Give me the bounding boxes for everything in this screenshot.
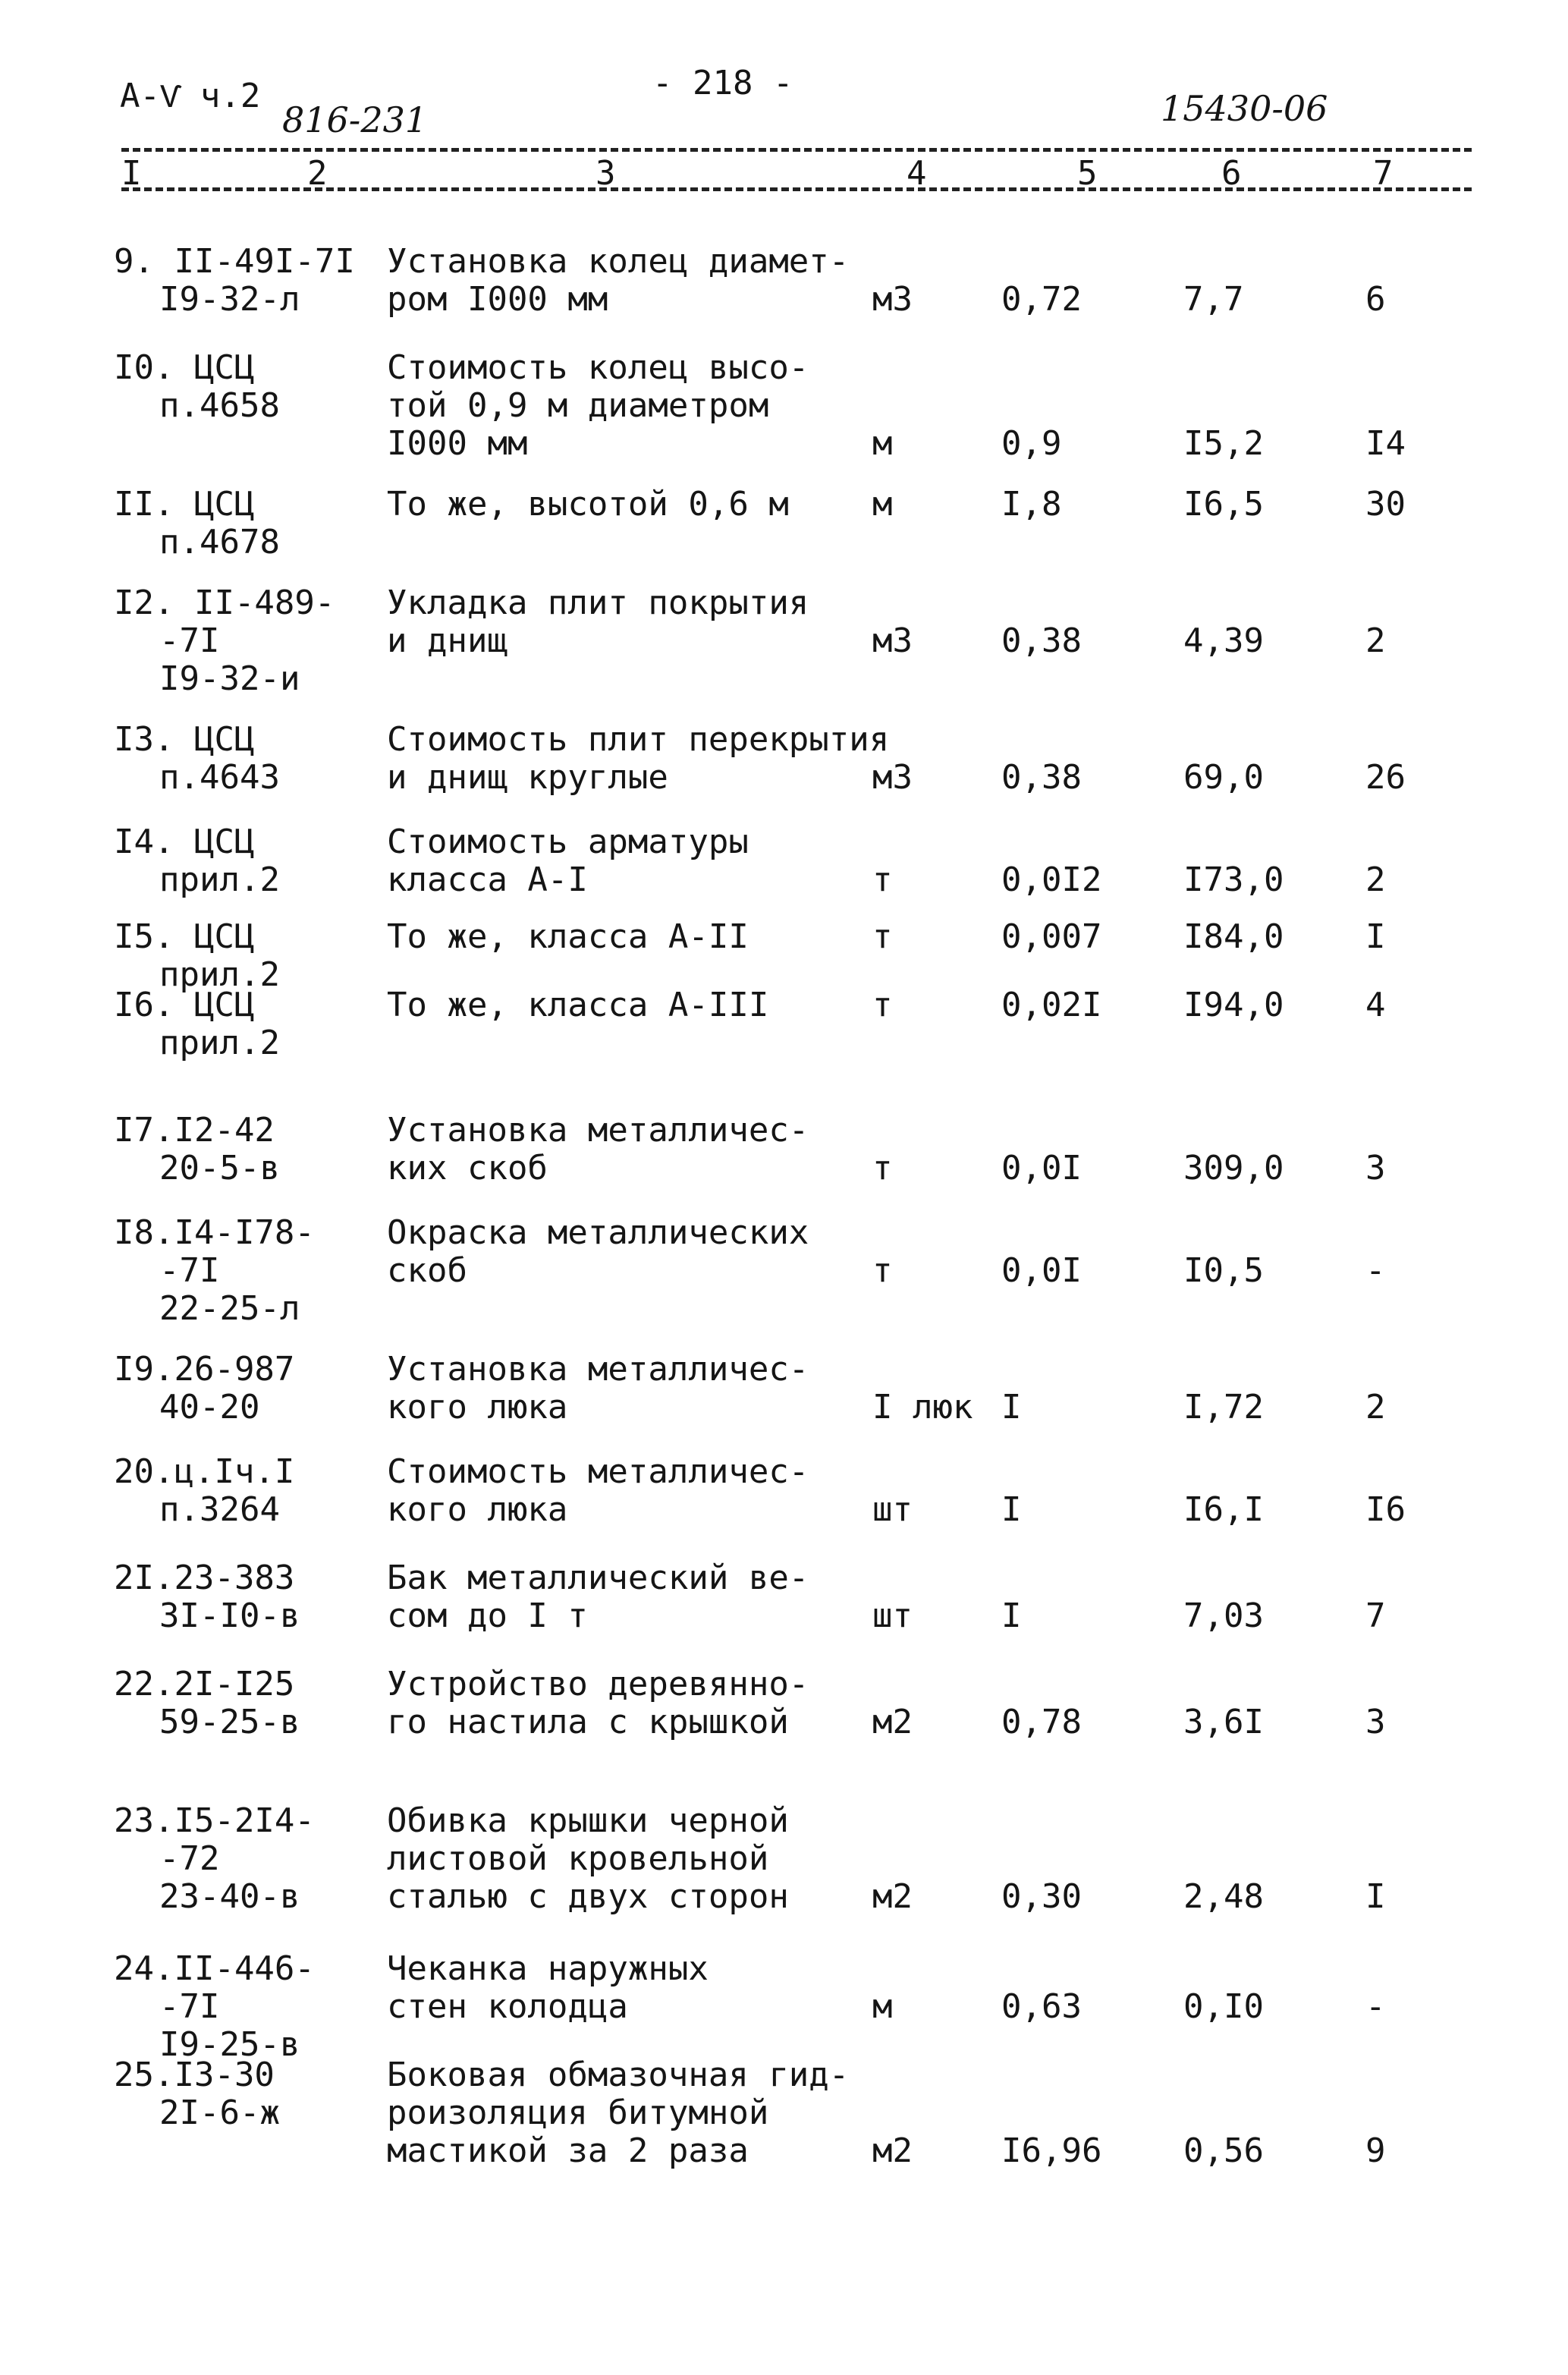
item-unit: м3 bbox=[872, 621, 913, 660]
item-description bbox=[387, 349, 809, 463]
item-code-line: прил.2 bbox=[159, 955, 280, 994]
item-code-line: 24.II-446- bbox=[114, 1949, 315, 1988]
item-unit: м bbox=[872, 424, 893, 463]
item-code-line: I5. ЦСЦ bbox=[114, 917, 255, 956]
item-total: 2 bbox=[1365, 860, 1386, 899]
item-code-line: 25.I3-30 bbox=[114, 2056, 275, 2094]
item-code-line: -7I bbox=[159, 1251, 220, 1290]
item-code-line: п.4643 bbox=[159, 758, 280, 797]
item-code-line: 2I-6-ж bbox=[159, 2093, 280, 2132]
item-unit-price: I0,5 bbox=[1183, 1251, 1264, 1290]
item-description-line: скоб bbox=[387, 1251, 467, 1290]
item-quantity: 0,007 bbox=[1001, 917, 1102, 956]
column-number-5: 5 bbox=[1077, 154, 1098, 193]
item-description-line: Бак металлический ве- bbox=[387, 1559, 809, 1597]
item-code-line: 2I.23-383 bbox=[114, 1559, 295, 1597]
item-code bbox=[114, 1666, 300, 1741]
item-code bbox=[114, 243, 355, 319]
item-code bbox=[114, 1950, 315, 2064]
item-code bbox=[114, 2056, 280, 2132]
column-number-3: 3 bbox=[595, 154, 616, 193]
item-total: 2 bbox=[1365, 1388, 1386, 1427]
item-code-line: 22-25-л bbox=[159, 1289, 300, 1328]
item-quantity: I bbox=[1001, 1490, 1022, 1529]
item-unit-price: I94,0 bbox=[1183, 986, 1284, 1024]
item-description-line: Стоимость плит перекрытия bbox=[387, 720, 890, 759]
item-total: I bbox=[1365, 1877, 1386, 1916]
column-number-2: 2 bbox=[307, 154, 328, 193]
column-number-rule bbox=[121, 148, 1472, 152]
column-number-6: 6 bbox=[1221, 154, 1242, 193]
item-quantity: 0,0I bbox=[1001, 1251, 1082, 1290]
item-total: 4 bbox=[1365, 986, 1386, 1024]
item-description-line: мастикой за 2 раза bbox=[387, 2131, 749, 2170]
item-code-line: I2. II-489- bbox=[114, 584, 335, 622]
item-unit: шт bbox=[872, 1596, 913, 1635]
item-description-line: кого люка bbox=[387, 1388, 568, 1427]
item-quantity: 0,63 bbox=[1001, 1987, 1082, 2026]
item-description bbox=[387, 1214, 809, 1290]
item-description-line: кого люка bbox=[387, 1490, 568, 1529]
item-quantity: I6,96 bbox=[1001, 2131, 1102, 2170]
document-code: А-Ѵ ч.2 bbox=[120, 77, 261, 115]
project-number: 15430-06 bbox=[1161, 88, 1328, 129]
item-code bbox=[114, 1112, 280, 1188]
item-code bbox=[114, 986, 280, 1062]
item-description-line: Устройство деревянно- bbox=[387, 1665, 809, 1703]
item-quantity: 0,30 bbox=[1001, 1877, 1082, 1916]
item-total: 3 bbox=[1365, 1703, 1386, 1741]
item-unit-price: I6,5 bbox=[1183, 485, 1264, 524]
item-description bbox=[387, 2056, 849, 2170]
item-code bbox=[114, 584, 335, 698]
item-code-line: п.4658 bbox=[159, 386, 280, 425]
item-code-line: I8.I4-I78- bbox=[114, 1213, 315, 1252]
item-total: 9 bbox=[1365, 2131, 1386, 2170]
item-total: I bbox=[1365, 917, 1386, 956]
item-code bbox=[114, 486, 280, 562]
item-description-line: класса А-I bbox=[387, 860, 588, 899]
item-code-line: прил.2 bbox=[159, 1024, 280, 1062]
item-unit: м3 bbox=[872, 280, 913, 319]
item-total: 3 bbox=[1365, 1149, 1386, 1188]
item-total: - bbox=[1365, 1251, 1386, 1290]
item-code-line: -7I bbox=[159, 1987, 220, 2026]
item-unit-price: 4,39 bbox=[1183, 621, 1264, 660]
item-quantity: 0,0I bbox=[1001, 1149, 1082, 1188]
item-description bbox=[387, 1112, 809, 1188]
page-number: - 218 - bbox=[652, 64, 793, 102]
item-unit-price: 69,0 bbox=[1183, 758, 1264, 797]
item-code-line: I0. ЦСЦ bbox=[114, 348, 255, 387]
column-number-7: 7 bbox=[1373, 154, 1394, 193]
item-unit-price: I5,2 bbox=[1183, 424, 1264, 463]
item-description-line: Стоимость арматуры bbox=[387, 823, 749, 861]
item-code-line: 3I-I0-в bbox=[159, 1596, 300, 1635]
item-code-line: п.3264 bbox=[159, 1490, 280, 1529]
item-unit-price: I73,0 bbox=[1183, 860, 1284, 899]
item-description-line: Установка колец диамет- bbox=[387, 242, 850, 281]
item-description-line: листовой кровельной bbox=[387, 1839, 769, 1878]
item-code bbox=[114, 918, 280, 994]
item-unit: м2 bbox=[872, 1703, 913, 1741]
item-code-line: I9-32-л bbox=[159, 280, 300, 319]
item-quantity: 0,72 bbox=[1001, 280, 1082, 319]
item-total: 7 bbox=[1365, 1596, 1386, 1635]
item-description-line: стен колодца bbox=[387, 1987, 628, 2026]
item-unit-price: 3,6I bbox=[1183, 1703, 1264, 1741]
item-description bbox=[387, 1802, 789, 1916]
item-code bbox=[114, 1214, 315, 1328]
item-description bbox=[387, 1559, 809, 1635]
item-description bbox=[387, 823, 749, 899]
item-unit-price: I84,0 bbox=[1183, 917, 1284, 956]
item-unit-price: 0,I0 bbox=[1183, 1987, 1264, 2026]
item-total: 6 bbox=[1365, 280, 1386, 319]
item-description-line: Стоимость металличес- bbox=[387, 1452, 809, 1491]
item-code-line: I3. ЦСЦ bbox=[114, 720, 255, 759]
item-unit: м2 bbox=[872, 2131, 913, 2170]
item-description bbox=[387, 1351, 809, 1427]
item-unit: м bbox=[872, 1987, 893, 2026]
item-unit: м bbox=[872, 485, 893, 524]
item-code-line: прил.2 bbox=[159, 860, 280, 899]
item-quantity: 0,0I2 bbox=[1001, 860, 1102, 899]
item-unit-price: 7,03 bbox=[1183, 1596, 1264, 1635]
item-code-line: I4. ЦСЦ bbox=[114, 823, 255, 861]
item-quantity: 0,38 bbox=[1001, 758, 1082, 797]
item-code-line: I9-32-и bbox=[159, 659, 300, 698]
item-unit-price: I,72 bbox=[1183, 1388, 1264, 1427]
item-description bbox=[387, 1950, 709, 2026]
item-code bbox=[114, 1559, 300, 1635]
column-number-4: 4 bbox=[907, 154, 927, 193]
item-description-line: Боковая обмазочная гид- bbox=[387, 2056, 850, 2094]
item-unit: т bbox=[872, 917, 893, 956]
item-unit: т bbox=[872, 860, 893, 899]
item-unit: т bbox=[872, 1251, 893, 1290]
item-unit: м2 bbox=[872, 1877, 913, 1916]
item-unit: м3 bbox=[872, 758, 913, 797]
item-description-line: То же, класса А-II bbox=[387, 917, 749, 956]
item-quantity: 0,02I bbox=[1001, 986, 1102, 1024]
item-total: 26 bbox=[1365, 758, 1406, 797]
item-description-line: Обивка крышки черной bbox=[387, 1801, 789, 1840]
item-code-line: I9-25-в bbox=[159, 2025, 300, 2064]
item-description-line: Окраска металлических bbox=[387, 1213, 809, 1252]
item-description bbox=[387, 1666, 809, 1741]
item-code bbox=[114, 1802, 315, 1916]
item-description-line: То же, высотой 0,6 м bbox=[387, 485, 789, 524]
item-description-line: той 0,9 м диаметром bbox=[387, 386, 769, 425]
item-code-line: 23.I5-2I4- bbox=[114, 1801, 315, 1840]
item-description bbox=[387, 486, 789, 524]
handwritten-reference: 816-231 bbox=[282, 99, 428, 140]
item-description bbox=[387, 721, 889, 797]
item-code-line: 20.ц.Iч.I bbox=[114, 1452, 295, 1491]
item-total: - bbox=[1365, 1987, 1386, 2026]
item-total: I4 bbox=[1365, 424, 1406, 463]
item-description bbox=[387, 584, 809, 660]
item-code bbox=[114, 349, 280, 425]
item-description-line: роизоляция битумной bbox=[387, 2093, 769, 2132]
item-description-line: ром I000 мм bbox=[387, 280, 608, 319]
item-unit-price: I6,I bbox=[1183, 1490, 1264, 1529]
item-unit: I люк bbox=[872, 1388, 973, 1427]
item-description-line: I000 мм bbox=[387, 424, 528, 463]
item-code-line: -72 bbox=[159, 1839, 220, 1878]
item-description-line: То же, класса А-III bbox=[387, 986, 769, 1024]
item-unit-price: 7,7 bbox=[1183, 280, 1244, 319]
item-description-line: Установка металличес- bbox=[387, 1350, 809, 1389]
item-unit-price: 2,48 bbox=[1183, 1877, 1264, 1916]
item-quantity: I bbox=[1001, 1596, 1022, 1635]
item-code-line: 20-5-в bbox=[159, 1149, 280, 1188]
item-code-line: II. ЦСЦ bbox=[114, 485, 255, 524]
item-code-line: 22.2I-I25 bbox=[114, 1665, 295, 1703]
item-quantity: 0,9 bbox=[1001, 424, 1062, 463]
item-code bbox=[114, 1453, 294, 1529]
item-code bbox=[114, 823, 280, 899]
item-description-line: Стоимость колец высо- bbox=[387, 348, 809, 387]
item-unit-price: 0,56 bbox=[1183, 2131, 1264, 2170]
item-quantity: 0,38 bbox=[1001, 621, 1082, 660]
item-description-line: Укладка плит покрытия bbox=[387, 584, 809, 622]
item-description bbox=[387, 986, 768, 1024]
item-code-line: 59-25-в bbox=[159, 1703, 300, 1741]
item-unit: шт bbox=[872, 1490, 913, 1529]
header-rule bbox=[121, 187, 1472, 191]
item-unit: т bbox=[872, 1149, 893, 1188]
item-description-line: сом до I т bbox=[387, 1596, 588, 1635]
item-description-line: Установка металличес- bbox=[387, 1111, 809, 1150]
column-number-1: I bbox=[121, 154, 142, 193]
item-description-line: го настила с крышкой bbox=[387, 1703, 789, 1741]
item-quantity: I bbox=[1001, 1388, 1022, 1427]
item-description-line: Чеканка наружных bbox=[387, 1949, 709, 1988]
item-description bbox=[387, 243, 849, 319]
item-code bbox=[114, 721, 280, 797]
item-code-line: I6. ЦСЦ bbox=[114, 986, 255, 1024]
item-code-line: I7.I2-42 bbox=[114, 1111, 275, 1150]
item-code-line: I9.26-987 bbox=[114, 1350, 295, 1389]
item-description bbox=[387, 1453, 809, 1529]
item-code-line: п.4678 bbox=[159, 523, 280, 562]
item-description-line: ких скоб bbox=[387, 1149, 548, 1188]
item-quantity: 0,78 bbox=[1001, 1703, 1082, 1741]
item-total: 2 bbox=[1365, 621, 1386, 660]
item-code-line: -7I bbox=[159, 621, 220, 660]
item-code-line: 23-40-в bbox=[159, 1877, 300, 1916]
item-total: 30 bbox=[1365, 485, 1406, 524]
item-code-line: 40-20 bbox=[159, 1388, 260, 1427]
item-description-line: сталью с двух сторон bbox=[387, 1877, 789, 1916]
item-unit: т bbox=[872, 986, 893, 1024]
item-code-line: 9. II-49I-7I bbox=[114, 242, 355, 281]
item-quantity: I,8 bbox=[1001, 485, 1062, 524]
item-total: I6 bbox=[1365, 1490, 1406, 1529]
item-description-line: и днищ bbox=[387, 621, 507, 660]
item-description-line: и днищ круглые bbox=[387, 758, 668, 797]
item-code bbox=[114, 1351, 294, 1427]
item-unit-price: 309,0 bbox=[1183, 1149, 1284, 1188]
item-description bbox=[387, 918, 749, 956]
